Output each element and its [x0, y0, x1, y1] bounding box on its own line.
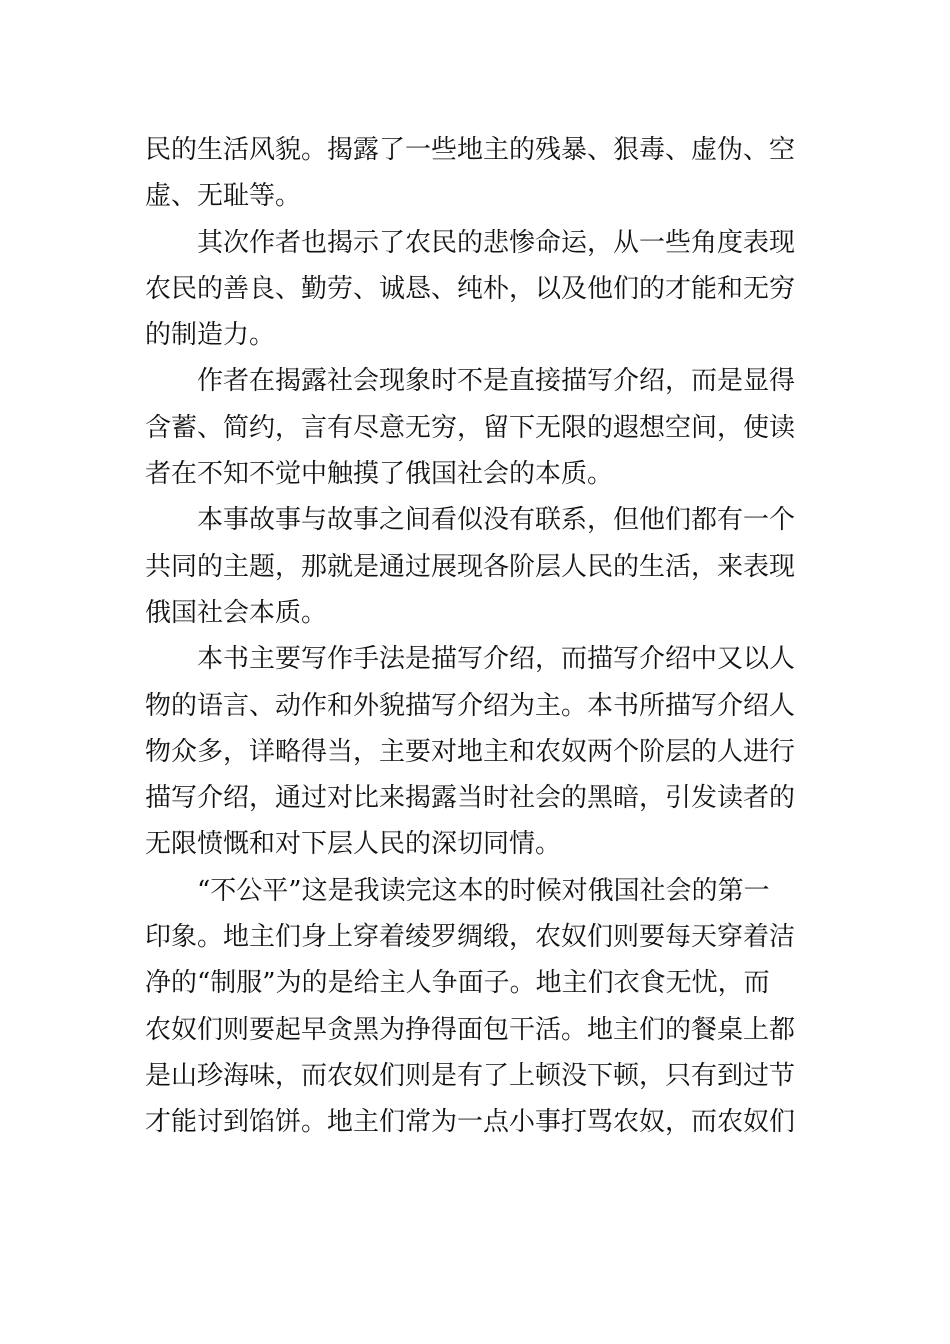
text-line: 的制造力。 [145, 320, 276, 351]
text-line: 共同的主题，那就是通过展现各阶层人民的生活，来表现 [145, 551, 796, 582]
text-line: 民的生活风貌。揭露了一些地主的残暴、狠毒、虚伪、空 [145, 135, 796, 165]
paragraph-first-line: 作者在揭露社会现象时不是直接描写介绍，而是显得 [197, 366, 796, 397]
text-line: 含蓄、简约，言有尽意无穷，留下无限的遐想空间，使读 [145, 412, 796, 443]
text-line: 农民的善良、勤劳、诚恳、纯朴，以及他们的才能和无穷 [145, 273, 796, 304]
paragraph-first-line: 其次作者也揭示了农民的悲惨命运，从一些角度表现 [197, 227, 796, 258]
text-line: 虚、无耻等。 [145, 181, 302, 212]
paragraph-first-line: 本书主要写作手法是描写介绍，而描写介绍中又以人 [197, 644, 796, 675]
text-line: 印象。地主们身上穿着绫罗绸缎，农奴们则要每天穿着洁 [145, 922, 796, 953]
paragraph-first-line: 本事故事与故事之间看似没有联系，但他们都有一个 [197, 505, 796, 536]
paragraph-first-line: “不公平”这是我读完这本的时候对俄国社会的第一 [197, 875, 770, 906]
text-line: 者在不知不觉中触摸了俄国社会的本质。 [145, 459, 614, 490]
text-line: 俄国社会本质。 [145, 597, 328, 628]
text-line: 是山珍海味，而农奴们则是有了上顿没下顿，只有到过节 [145, 1060, 796, 1091]
text-line: 无限愤慨和对下层人民的深切同情。 [145, 829, 562, 860]
document-body [145, 127, 810, 1146]
text-line: 净的“制服”为的是给主人争面子。地主们衣食无忧，而 [145, 968, 770, 999]
text-line: 物的语言、动作和外貌描写介绍为主。本书所描写介绍人 [145, 690, 796, 721]
text-line: 物众多，详略得当，主要对地主和农奴两个阶层的人进行 [145, 736, 796, 767]
text-line: 才能讨到馅饼。地主们常为一点小事打骂农奴，而农奴们 [145, 1107, 796, 1138]
text-line: 农奴们则要起早贪黑为挣得面包干活。地主们的餐桌上都 [145, 1014, 796, 1045]
text-line: 描写介绍，通过对比来揭露当时社会的黑暗，引发读者的 [145, 783, 796, 814]
